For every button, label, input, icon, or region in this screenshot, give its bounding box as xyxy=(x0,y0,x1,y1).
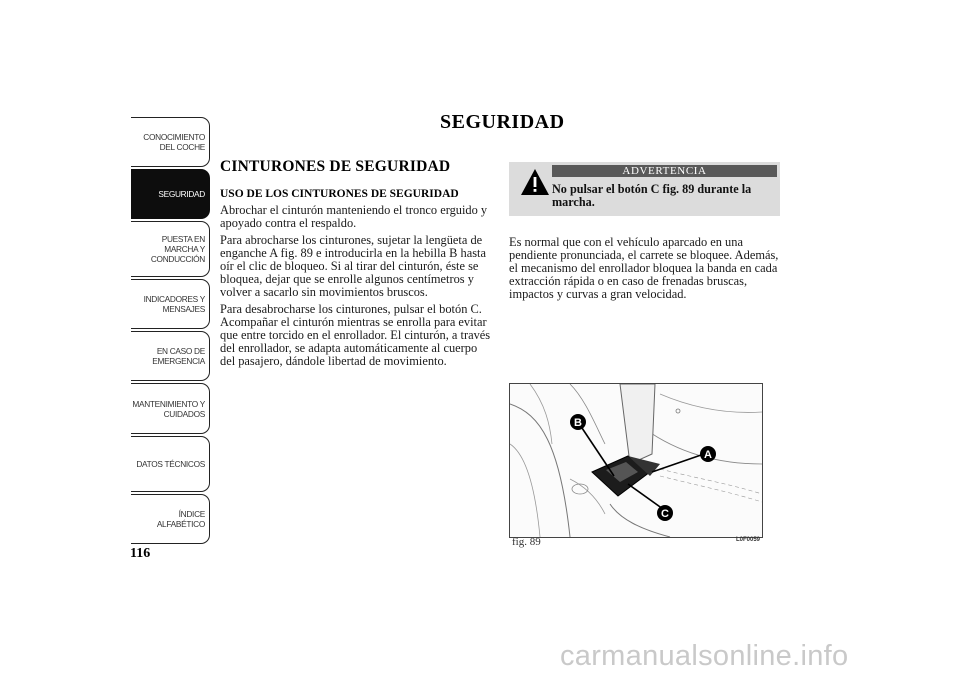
warning-title: ADVERTENCIA xyxy=(552,165,777,177)
warning-text: No pulsar el botón C fig. 89 durante la marcha. xyxy=(552,182,752,209)
paragraph-2: Para abrocharse los cinturones, sujetar la lengüeta de enganche A fig. 89 e introducirla en la hebilla B hasta oír el clic de bloqueo. Si al tirar del cinturón, éste se bloquea, dejar que se enrolle algunos centímetros y volver a sacarlo sin movimientos bruscos. xyxy=(220,233,486,299)
sidebar-tab-mantenimiento[interactable]: MANTENIMIENTO Y CUIDADOS xyxy=(131,383,210,434)
warning-box xyxy=(509,162,780,216)
section-subheading: USO DE LOS CINTURONES DE SEGURIDAD xyxy=(220,188,459,200)
right-paragraph: Es normal que con el vehículo aparcado en una pendiente pronunciada, el carrete se bloquee. Además, el mecanismo del enrollador bloquea la banda en cada extracción rápida o en caso de frenadas bruscas, impactos y curvas a gran velocidad. xyxy=(509,235,779,301)
left-column xyxy=(220,158,495,372)
seatbelt-illustration xyxy=(510,384,762,537)
sidebar-tab-indice[interactable]: ÍNDICE ALFABÉTICO xyxy=(131,494,210,544)
label-a: A xyxy=(704,449,712,461)
sidebar-tab-indicadores[interactable]: INDICADORES Y MENSAJES xyxy=(131,279,210,329)
sidebar-tab-datos-tecnicos[interactable]: DATOS TÉCNICOS xyxy=(131,436,210,492)
page-title: SEGURIDAD xyxy=(440,111,565,133)
page-number: 116 xyxy=(130,546,151,561)
sidebar-tab-seguridad[interactable]: SEGURIDAD xyxy=(131,169,210,219)
paragraph-3: Para desabrocharse los cinturones, pulsar el botón C. Acompañar el cinturón mientras se enrolla para evitar que entre torcido en el enrollador. El cinturón, a través del enrollador, se adapta automáticamente al cuerpo del pasajero, dándole libertad de movimiento. xyxy=(220,302,491,368)
figure-code: L0F0059 xyxy=(736,537,761,543)
label-b: B xyxy=(574,417,582,429)
watermark: carmanualsonline.info xyxy=(560,640,849,672)
right-column xyxy=(509,162,780,301)
warning-triangle-icon xyxy=(520,168,550,196)
sidebar-tab-emergencia[interactable]: EN CASO DE EMERGENCIA xyxy=(131,331,210,381)
section-heading: CINTURONES DE SEGURIDAD xyxy=(220,158,451,175)
sidebar-tab-puesta-en-marcha[interactable]: PUESTA EN MARCHA Y CONDUCCIÓN xyxy=(131,221,210,277)
paragraph-1: Abrochar el cinturón manteniendo el tronco erguido y apoyado contra el respaldo. xyxy=(220,203,488,230)
figure-seatbelt xyxy=(509,383,763,538)
figure-caption: fig. 89 xyxy=(512,536,541,548)
sidebar-tab-conocimiento[interactable]: CONOCIMIENTO DEL COCHE xyxy=(131,117,210,167)
label-c: C xyxy=(661,508,669,520)
